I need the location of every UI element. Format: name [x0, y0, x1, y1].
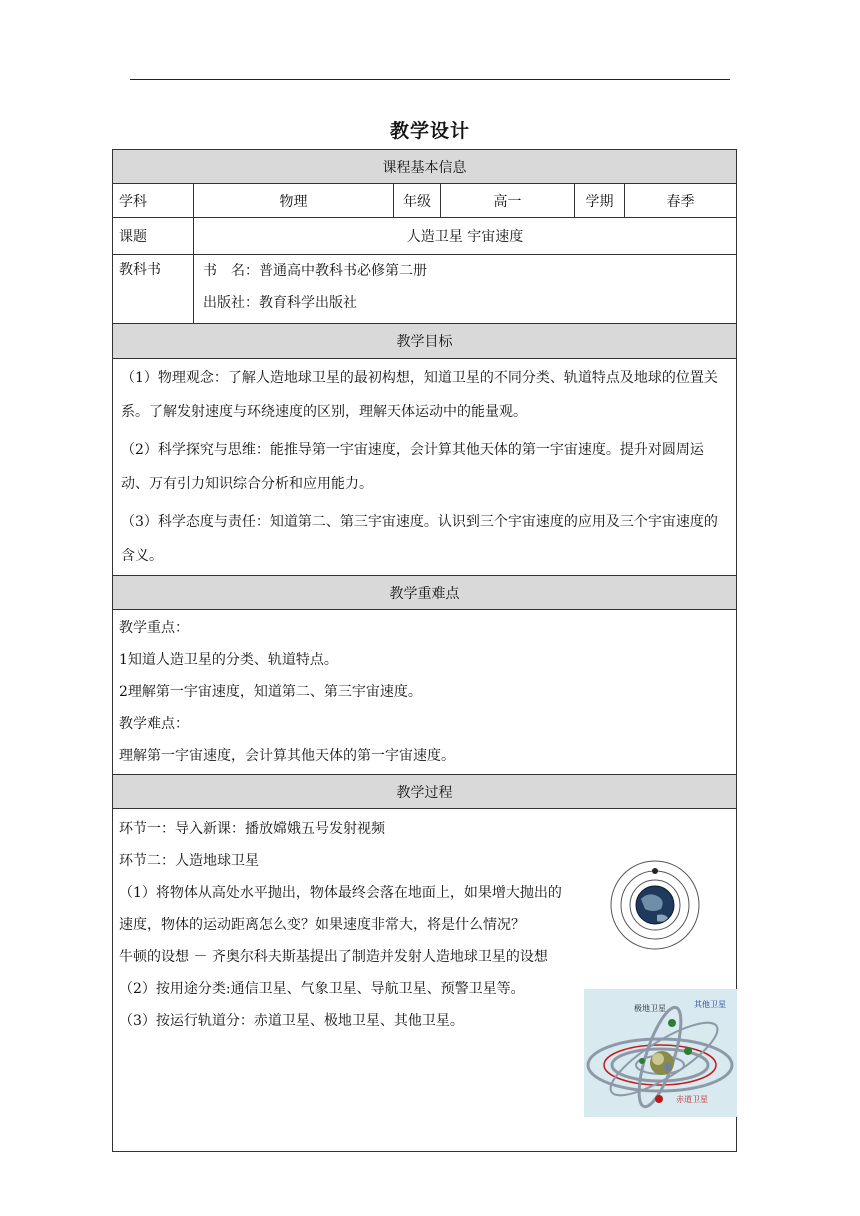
difficult-label: 教学难点：	[119, 716, 189, 732]
process-step: 环节一：导入新课：播放嫦娥五号发射视频	[119, 821, 385, 837]
key-item: 1知道人造卫星的分类、轨道特点。	[119, 652, 338, 668]
lesson-plan-table	[112, 149, 737, 1152]
section-key-points: 教学重难点	[113, 576, 737, 610]
process-text	[119, 813, 589, 1037]
process-cell	[113, 809, 737, 1152]
grade-label: 年级	[394, 184, 441, 218]
goal-item: （3）科学态度与责任：知道第二、第三宇宙速度。认识到三个宇宙速度的应用及三个宇宙速度的含义。	[121, 514, 718, 564]
topic-value: 人造卫星 宇宙速度	[194, 218, 737, 255]
term-label: 学期	[575, 184, 625, 218]
key-points-cell	[113, 610, 737, 775]
goals-cell	[113, 359, 737, 576]
topic-label: 课题	[113, 218, 194, 255]
key-item: 2理解第一宇宙速度，知道第二、第三宇宙速度。	[119, 684, 422, 700]
process-question: （1）将物体从高处水平抛出，物体最终会落在地面上，如果增大抛出的	[119, 885, 562, 901]
textbook-info	[194, 255, 737, 324]
textbook-label: 教科书	[113, 255, 194, 324]
difficult-item: 理解第一宇宙速度，会计算其他天体的第一宇宙速度。	[119, 748, 455, 764]
process-by-orbit: （3）按运行轨道分：赤道卫星、极地卫星、其他卫星。	[119, 1013, 464, 1029]
goal-item: （2）科学探究与思维：能推导第一宇宙速度，会计算其他天体的第一宇宙速度。提升对圆周运动、万有引力知识综合分析和应用能力。	[121, 442, 704, 492]
key-label: 教学重点：	[119, 620, 189, 636]
section-basic-info: 课程基本信息	[113, 150, 737, 184]
satellite-orbits-image	[584, 989, 737, 1117]
polar-satellite-label: 极地卫星	[634, 1004, 666, 1013]
equator-satellite-label: 赤道卫星	[676, 1095, 708, 1104]
goal-item: （1）物理观念：了解人造地球卫星的最初构想，知道卫星的不同分类、轨道特点及地球的位置关系。了解发射速度与环绕速度的区别，理解天体运动中的能量观。	[121, 370, 718, 420]
earth-orbits-image	[609, 849, 701, 961]
subject-label: 学科	[113, 184, 194, 218]
section-process: 教学过程	[113, 775, 737, 809]
section-goals: 教学目标	[113, 324, 737, 359]
process-newton: 牛顿的设想 － 齐奥尔科夫斯基提出了制造并发射人造地球卫星的设想	[119, 949, 548, 965]
document-title: 教学设计	[389, 120, 470, 142]
grade-value: 高一	[441, 184, 575, 218]
term-value: 春季	[625, 184, 737, 218]
subject-value: 物理	[194, 184, 394, 218]
other-satellite-label: 其他卫星	[694, 1000, 726, 1009]
process-by-use: （2）按用途分类:通信卫星、气象卫星、导航卫星、预警卫星等。	[119, 981, 525, 997]
book-name: 书 名：普通高中教科书必修第二册	[203, 263, 427, 279]
publisher: 出版社：教育科学出版社	[203, 295, 357, 311]
process-step: 环节二：人造地球卫星	[119, 853, 259, 869]
header-rule	[130, 79, 730, 80]
process-question: 速度，物体的运动距离怎么变？如果速度非常大，将是什么情况？	[119, 917, 525, 933]
